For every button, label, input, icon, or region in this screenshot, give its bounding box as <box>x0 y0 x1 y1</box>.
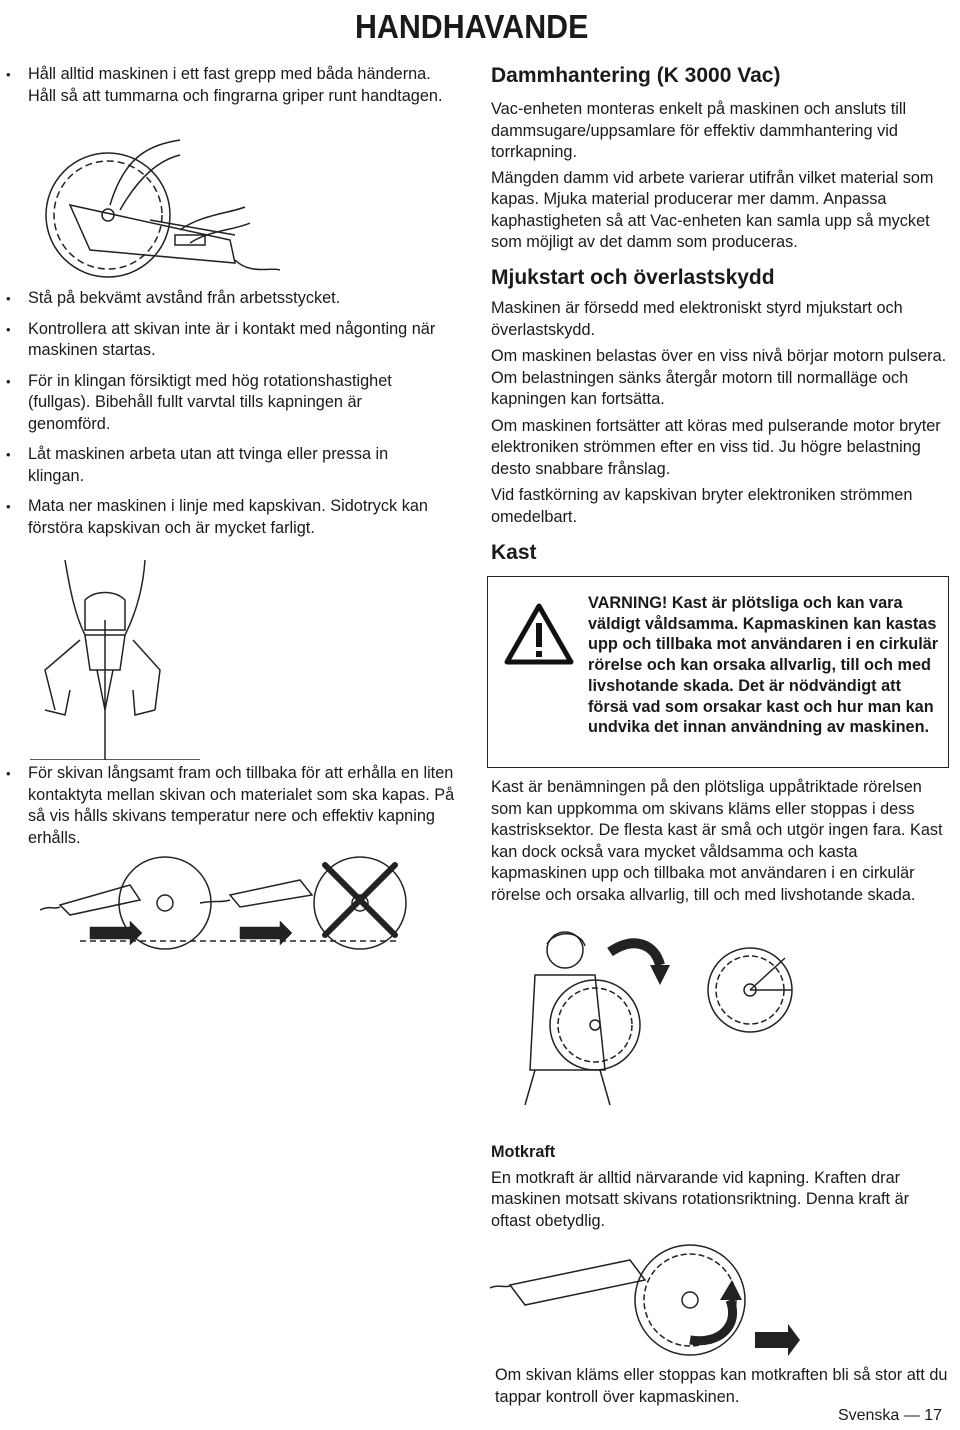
bullet-list-top <box>0 64 445 116</box>
list-item: • Mata ner maskinen i linje med kapskivan. Sidotryck kan förstöra kapskivan och är mycket farligt. <box>0 496 445 539</box>
hands-grip-illustration <box>30 135 280 285</box>
list-item: • Stå på bekvämt avstånd från arbetsstycket. <box>0 288 445 310</box>
list-item: • För skivan långsamt fram och tillbaka för att erhålla en liten kontaktyta mellan skivan och materialet som ska kapas. På så vis hålls skivans temperatur nere och effektiv kapning erhålls. <box>0 763 455 849</box>
counterforce-illustration <box>490 1240 800 1360</box>
section-heading: Dammhantering (K 3000 Vac) <box>491 64 781 87</box>
bullet-list-bottom <box>0 763 455 858</box>
paragraph: En motkraft är alltid närvarande vid kapning. Kraften drar maskinen motsatt skivans rotationsriktning. Denna kraft är oftast obetydlig. <box>491 1168 910 1230</box>
section-heading: Mjukstart och överlastskydd <box>491 266 775 289</box>
bullet-list-middle <box>0 288 445 548</box>
softstart-section <box>491 265 951 532</box>
cutting-comparison-illustration <box>40 855 440 955</box>
list-item: • Kontrollera att skivan inte är i kontakt med någonting när maskinen startas. <box>0 319 445 362</box>
paragraph: Om maskinen fortsätter att köras med pulserande motor bryter elektroniken strömmen efter en viss tid. Ju högre belastning desto snabbare frånslag. <box>491 416 941 478</box>
paragraph: Vid fastkörning av kapskivan bryter elektroniken strömmen omedelbart. <box>491 486 913 526</box>
warning-text: VARNING! Kast är plötsliga och kan vara väldigt våldsamma. Kapmaskinen kan kastas upp och tillbaka mot användaren i en cirkulär rörelse och kan orsaka allvarlig, till och med livshotande skada. Det är nödvändigt att försä vad som orsakar kast och hur man kan undvika det innan användning av maskinen. <box>588 594 939 737</box>
paragraph: Vac-enheten monteras enkelt på maskinen och ansluts till dammsugare/uppsamlare för effektiv dammhantering vid torrkapning. <box>491 100 907 161</box>
list-item: • För in klingan försiktigt med hög rotationshastighet (fullgas). Bibehåll fullt varvtal tills kapningen är genomförd. <box>0 371 445 436</box>
list-item: • Håll alltid maskinen i ett fast grepp med båda händerna. Håll så att tummarna och fingrarna griper runt handtagen. <box>0 64 445 107</box>
paragraph: Mängden damm vid arbete varierar utifrån vilket material som kapas. Mjuka material producerar mer damm. Anpassa kaphastigheten så att Vac-enheten kan samla upp så mycket som möjligt av det damm som produceras. <box>491 168 934 251</box>
paragraph: Maskinen är försedd med elektroniskt styrd mjukstart och överlastskydd. <box>491 299 903 339</box>
warning-box <box>487 576 949 768</box>
operator-stance-illustration <box>25 560 200 760</box>
paragraph: Kast är benämningen på den plötsliga uppåtriktade rörelsen som kan uppkomma om skivans kläms eller stoppas i dess kastrisksektor. De flesta kast är små och utgör ingen fara. Kast kan dock också vara mycket våldsamma och kasta kapmaskinen upp och tillbaka mot användaren i en cirkulär rörelse och orsaka allvarlig, till och med livshotande skada. <box>491 778 943 904</box>
figure-caption: Om skivan kläms eller stoppas kan motkraften bli så stor att du tappar kontroll över kapmaskinen. <box>495 1366 948 1406</box>
page-title: HANDHAVANDE <box>355 8 589 45</box>
page-footer: Svenska — 17 <box>837 1407 942 1424</box>
kickback-section <box>491 777 951 910</box>
motkraft-section <box>491 1142 951 1236</box>
warning-triangle-icon <box>504 603 574 665</box>
section-heading-kast: Kast <box>491 541 537 564</box>
dust-section <box>491 63 951 258</box>
kickback-illustration <box>495 930 805 1110</box>
section-heading: Motkraft <box>491 1143 556 1161</box>
motkraft-caption-block <box>495 1365 950 1412</box>
list-item: • Låt maskinen arbeta utan att tvinga eller pressa in klingan. <box>0 444 445 487</box>
paragraph: Om maskinen belastas över en viss nivå börjar motorn pulsera. Om belastningen sänks återgår motorn till normalläge och kapningen kan fortsätta. <box>491 347 947 408</box>
